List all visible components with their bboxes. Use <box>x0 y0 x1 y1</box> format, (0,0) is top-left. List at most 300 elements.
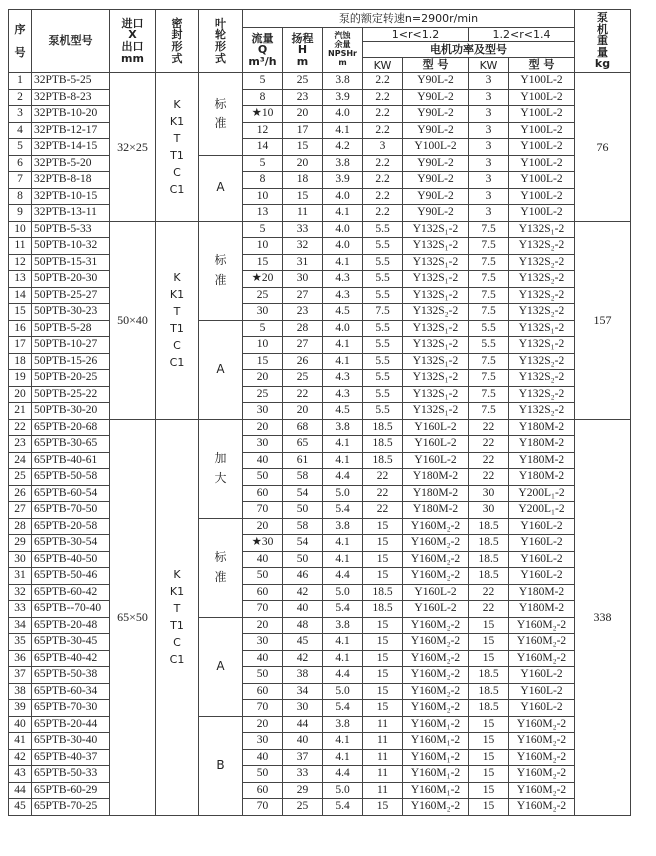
table-row <box>9 403 631 420</box>
motor-type-2: Y132S₁-2 <box>509 221 575 238</box>
head-value: 44 <box>283 716 323 733</box>
header-model: 泵机型号 <box>32 10 110 73</box>
flow-value: 30 <box>243 733 283 750</box>
motor-kw-1: 15 <box>363 799 403 816</box>
pump-model: 65PTB-60-54 <box>32 485 110 502</box>
header-type-1: 型 号 <box>403 58 469 73</box>
motor-type-2: Y132S₂-2 <box>509 254 575 271</box>
motor-type-1: Y132S₁-2 <box>403 287 469 304</box>
head-value: 61 <box>283 452 323 469</box>
motor-kw-1: 11 <box>363 733 403 750</box>
seal-type: K1 <box>169 287 185 301</box>
table-row <box>9 601 631 618</box>
motor-kw-1: 15 <box>363 667 403 684</box>
pump-model: 65PTB-20-68 <box>32 419 110 436</box>
impeller-type-label: A <box>216 180 225 195</box>
impeller-type <box>199 419 243 518</box>
motor-type-1: Y160L-2 <box>403 436 469 453</box>
impeller-type <box>199 221 243 320</box>
inlet-outlet-size: 65×50 <box>110 419 156 815</box>
npsh-value: 4.1 <box>323 337 363 354</box>
pump-weight: 76 <box>575 73 631 222</box>
pump-model: 65PTB-70-25 <box>32 799 110 816</box>
table-row <box>9 254 631 271</box>
head-value: 33 <box>283 766 323 783</box>
flow-value: 12 <box>243 122 283 139</box>
motor-kw-1: 2.2 <box>363 73 403 90</box>
motor-kw-2: 7.5 <box>469 221 509 238</box>
seal-type: K1 <box>169 584 185 598</box>
head-value: 42 <box>283 584 323 601</box>
motor-type-1: Y90L-2 <box>403 106 469 123</box>
npsh-value: 4.5 <box>323 304 363 321</box>
motor-kw-1: 11 <box>363 782 403 799</box>
pump-weight: 157 <box>575 221 631 419</box>
motor-kw-1: 22 <box>363 502 403 519</box>
flow-value: 60 <box>243 584 283 601</box>
flow-value: 13 <box>243 205 283 222</box>
row-number: 18 <box>9 353 32 370</box>
flow-value: 10 <box>243 188 283 205</box>
motor-kw-2: 3 <box>469 122 509 139</box>
table-row <box>9 221 631 238</box>
row-number: 34 <box>9 617 32 634</box>
motor-type-2: Y160M₂-2 <box>509 716 575 733</box>
table-row <box>9 667 631 684</box>
motor-type-1: Y90L-2 <box>403 89 469 106</box>
motor-kw-2: 7.5 <box>469 238 509 255</box>
table-row <box>9 700 631 717</box>
header-seq: 序 号 <box>9 10 32 73</box>
head-value: 11 <box>283 205 323 222</box>
flow-value: 10 <box>243 337 283 354</box>
motor-kw-1: 2.2 <box>363 188 403 205</box>
motor-kw-1: 11 <box>363 749 403 766</box>
table-row <box>9 733 631 750</box>
seal-types <box>156 73 199 222</box>
motor-type-2: Y160M₂-2 <box>509 766 575 783</box>
head-value: 50 <box>283 551 323 568</box>
pump-model: 50PTB-20-25 <box>32 370 110 387</box>
header-weight: 泵 机 重 量 kg <box>575 10 631 73</box>
header-motor: 电机功率及型号 <box>363 42 575 58</box>
head-value: 26 <box>283 353 323 370</box>
table-row <box>9 353 631 370</box>
npsh-value: 3.8 <box>323 419 363 436</box>
motor-kw-2: 3 <box>469 139 509 156</box>
head-value: 15 <box>283 139 323 156</box>
table-row <box>9 749 631 766</box>
flow-value: 30 <box>243 634 283 651</box>
motor-kw-1: 5.5 <box>363 403 403 420</box>
head-value: 20 <box>283 106 323 123</box>
motor-type-2: Y132S₁-2 <box>509 337 575 354</box>
motor-kw-1: 18.5 <box>363 436 403 453</box>
motor-kw-2: 15 <box>469 650 509 667</box>
seal-type: T1 <box>170 148 184 162</box>
motor-kw-1: 11 <box>363 766 403 783</box>
motor-kw-2: 15 <box>469 766 509 783</box>
motor-type-2: Y200L₁-2 <box>509 485 575 502</box>
table-row <box>9 568 631 585</box>
npsh-value: 3.9 <box>323 89 363 106</box>
motor-type-2: Y100L-2 <box>509 205 575 222</box>
impeller-type <box>199 518 243 617</box>
motor-kw-2: 30 <box>469 502 509 519</box>
motor-type-1: Y90L-2 <box>403 188 469 205</box>
pump-model: 65PTB-70-30 <box>32 700 110 717</box>
impeller-type <box>199 617 243 716</box>
flow-value: 25 <box>243 386 283 403</box>
head-value: 18 <box>283 172 323 189</box>
row-number: 22 <box>9 419 32 436</box>
pump-model: 65PTB--70-40 <box>32 601 110 618</box>
row-number: 24 <box>9 452 32 469</box>
motor-kw-1: 15 <box>363 568 403 585</box>
pump-model: 65PTB-40-37 <box>32 749 110 766</box>
motor-kw-2: 7.5 <box>469 287 509 304</box>
head-value: 25 <box>283 799 323 816</box>
table-row <box>9 799 631 816</box>
flow-value: 60 <box>243 782 283 799</box>
motor-type-1: Y180M-2 <box>403 502 469 519</box>
flow-value: 25 <box>243 287 283 304</box>
motor-type-2: Y180M-2 <box>509 419 575 436</box>
motor-type-1: Y160M₁-2 <box>403 782 469 799</box>
motor-kw-2: 18.5 <box>469 551 509 568</box>
motor-kw-1: 3 <box>363 139 403 156</box>
npsh-value: 4.3 <box>323 386 363 403</box>
head-value: 30 <box>283 271 323 288</box>
flow-value: 40 <box>243 551 283 568</box>
head-value: 27 <box>283 287 323 304</box>
head-value: 58 <box>283 518 323 535</box>
motor-type-1: Y160M₂-2 <box>403 799 469 816</box>
seal-type: T <box>173 131 181 145</box>
motor-type-1: Y160L-2 <box>403 452 469 469</box>
row-number: 1 <box>9 73 32 90</box>
head-value: 65 <box>283 436 323 453</box>
head-value: 23 <box>283 89 323 106</box>
npsh-value: 4.1 <box>323 122 363 139</box>
motor-kw-2: 3 <box>469 89 509 106</box>
seal-type: K <box>173 567 181 581</box>
flow-value: 20 <box>243 716 283 733</box>
pump-model: 50PTB-10-32 <box>32 238 110 255</box>
motor-type-1: Y132S₁-2 <box>403 221 469 238</box>
npsh-value: 4.1 <box>323 205 363 222</box>
motor-type-1: Y90L-2 <box>403 122 469 139</box>
flow-value: 10 <box>243 238 283 255</box>
motor-type-2: Y100L-2 <box>509 89 575 106</box>
row-number: 30 <box>9 551 32 568</box>
npsh-value: 4.4 <box>323 667 363 684</box>
flow-value: 15 <box>243 353 283 370</box>
flow-value: 50 <box>243 667 283 684</box>
motor-kw-1: 5.5 <box>363 386 403 403</box>
header-kw-1: KW <box>363 58 403 73</box>
flow-value: 30 <box>243 403 283 420</box>
header-flow: 流量 Q m³/h <box>243 28 283 73</box>
npsh-value: 3.9 <box>323 172 363 189</box>
motor-type-2: Y100L-2 <box>509 122 575 139</box>
impeller-type-label: A <box>216 361 225 376</box>
row-number: 8 <box>9 188 32 205</box>
row-number: 44 <box>9 782 32 799</box>
pump-model: 50PTB-25-22 <box>32 386 110 403</box>
table-row <box>9 155 631 172</box>
motor-type-1: Y160M₁-2 <box>403 749 469 766</box>
motor-type-2: Y160L-2 <box>509 535 575 552</box>
npsh-value: 5.0 <box>323 584 363 601</box>
pump-model: 65PTB-20-48 <box>32 617 110 634</box>
flow-value: 40 <box>243 452 283 469</box>
motor-kw-2: 18.5 <box>469 667 509 684</box>
head-value: 40 <box>283 601 323 618</box>
flow-value: 40 <box>243 749 283 766</box>
motor-kw-1: 22 <box>363 469 403 486</box>
npsh-value: 4.1 <box>323 436 363 453</box>
motor-type-2: Y132S₂-2 <box>509 386 575 403</box>
motor-kw-2: 22 <box>469 452 509 469</box>
row-number: 21 <box>9 403 32 420</box>
header-density-range-2: 1.2<r<1.4 <box>469 28 575 42</box>
motor-kw-2: 7.5 <box>469 403 509 420</box>
motor-type-1: Y160M₂-2 <box>403 518 469 535</box>
motor-kw-2: 15 <box>469 749 509 766</box>
impeller-type-label: 标准 <box>214 253 227 287</box>
motor-kw-2: 22 <box>469 469 509 486</box>
table-row <box>9 139 631 156</box>
motor-kw-1: 18.5 <box>363 584 403 601</box>
motor-type-1: Y160L-2 <box>403 419 469 436</box>
row-number: 4 <box>9 122 32 139</box>
seal-type: C <box>173 339 181 353</box>
pump-model: 32PTB-10-15 <box>32 188 110 205</box>
flow-value: ★10 <box>243 106 283 123</box>
motor-kw-2: 15 <box>469 617 509 634</box>
table-row <box>9 320 631 337</box>
pump-model: 65PTB-60-42 <box>32 584 110 601</box>
table-row <box>9 106 631 123</box>
motor-type-2: Y132S₂-2 <box>509 287 575 304</box>
head-value: 30 <box>283 700 323 717</box>
impeller-type-label: 标准 <box>214 96 227 130</box>
pump-weight: 338 <box>575 419 631 815</box>
seal-type: T1 <box>170 322 184 335</box>
npsh-value: 4.4 <box>323 568 363 585</box>
motor-type-1: Y132S₁-2 <box>403 403 469 420</box>
header-npsh: 汽蚀 余量 NPSHr m <box>323 28 363 73</box>
seal-type: T <box>173 601 181 615</box>
npsh-value: 5.4 <box>323 799 363 816</box>
head-value: 25 <box>283 370 323 387</box>
table-row <box>9 716 631 733</box>
pump-model: 50PTB-5-33 <box>32 221 110 238</box>
motor-kw-2: 22 <box>469 436 509 453</box>
pump-model: 50PTB-30-23 <box>32 304 110 321</box>
header-rated-speed: 泵的额定转速n=2900r/min <box>243 10 575 28</box>
table-row <box>9 287 631 304</box>
table-row <box>9 304 631 321</box>
flow-value: 15 <box>243 254 283 271</box>
motor-type-2: Y160L-2 <box>509 700 575 717</box>
head-value: 25 <box>283 73 323 90</box>
motor-kw-1: 2.2 <box>363 205 403 222</box>
motor-type-1: Y180M-2 <box>403 485 469 502</box>
motor-kw-2: 22 <box>469 601 509 618</box>
npsh-value: 4.1 <box>323 452 363 469</box>
header-seal-type: 密封形式 <box>156 10 199 73</box>
head-value: 54 <box>283 535 323 552</box>
row-number: 33 <box>9 601 32 618</box>
motor-type-1: Y132S₁-2 <box>403 353 469 370</box>
head-value: 27 <box>283 337 323 354</box>
motor-type-2: Y100L-2 <box>509 106 575 123</box>
motor-type-2: Y160L-2 <box>509 568 575 585</box>
row-number: 12 <box>9 254 32 271</box>
motor-type-1: Y132S₁-2 <box>403 370 469 387</box>
head-value: 20 <box>283 155 323 172</box>
motor-kw-2: 15 <box>469 634 509 651</box>
motor-kw-1: 5.5 <box>363 370 403 387</box>
table-row <box>9 271 631 288</box>
row-number: 2 <box>9 89 32 106</box>
motor-kw-2: 15 <box>469 716 509 733</box>
motor-kw-1: 22 <box>363 485 403 502</box>
motor-kw-2: 30 <box>469 485 509 502</box>
npsh-value: 5.4 <box>323 601 363 618</box>
flow-value: 40 <box>243 650 283 667</box>
row-number: 16 <box>9 320 32 337</box>
seal-type: K1 <box>169 114 185 128</box>
motor-type-1: Y160M₂-2 <box>403 634 469 651</box>
pump-model: 32PTB-12-17 <box>32 122 110 139</box>
motor-kw-1: 11 <box>363 716 403 733</box>
npsh-value: 4.3 <box>323 287 363 304</box>
motor-kw-1: 5.5 <box>363 254 403 271</box>
table-body <box>9 73 631 816</box>
pump-model: 50PTB-25-27 <box>32 287 110 304</box>
row-number: 20 <box>9 386 32 403</box>
npsh-value: 4.0 <box>323 221 363 238</box>
impeller-type <box>199 716 243 815</box>
motor-kw-2: 7.5 <box>469 353 509 370</box>
flow-value: 20 <box>243 419 283 436</box>
motor-type-1: Y132S₁-2 <box>403 254 469 271</box>
table-row <box>9 452 631 469</box>
motor-type-2: Y160M₂-2 <box>509 650 575 667</box>
motor-kw-1: 15 <box>363 650 403 667</box>
motor-type-2: Y180M-2 <box>509 584 575 601</box>
table-row <box>9 370 631 387</box>
impeller-type <box>199 73 243 156</box>
npsh-value: 4.1 <box>323 535 363 552</box>
flow-value: 60 <box>243 485 283 502</box>
npsh-value: 4.0 <box>323 106 363 123</box>
motor-kw-2: 7.5 <box>469 271 509 288</box>
pump-model: 65PTB-40-50 <box>32 551 110 568</box>
row-number: 35 <box>9 634 32 651</box>
npsh-value: 4.5 <box>323 403 363 420</box>
motor-kw-1: 5.5 <box>363 271 403 288</box>
pump-model: 65PTB-30-65 <box>32 436 110 453</box>
flow-value: 70 <box>243 502 283 519</box>
motor-kw-2: 3 <box>469 205 509 222</box>
head-value: 34 <box>283 683 323 700</box>
motor-kw-2: 18.5 <box>469 518 509 535</box>
row-number: 9 <box>9 205 32 222</box>
motor-type-1: Y90L-2 <box>403 155 469 172</box>
pump-model: 32PTB-14-15 <box>32 139 110 156</box>
motor-kw-1: 18.5 <box>363 452 403 469</box>
impeller-type <box>199 320 243 419</box>
motor-type-1: Y132S₁-2 <box>403 337 469 354</box>
seal-type: T1 <box>170 619 184 632</box>
table-row <box>9 188 631 205</box>
motor-type-1: Y160M₁-2 <box>403 733 469 750</box>
header-type-2: 型 号 <box>509 58 575 73</box>
head-value: 42 <box>283 650 323 667</box>
flow-value: 5 <box>243 155 283 172</box>
row-number: 19 <box>9 370 32 387</box>
motor-kw-2: 15 <box>469 733 509 750</box>
motor-type-2: Y100L-2 <box>509 73 575 90</box>
header-kw-2: KW <box>469 58 509 73</box>
head-value: 48 <box>283 617 323 634</box>
npsh-value: 3.8 <box>323 155 363 172</box>
motor-kw-1: 15 <box>363 518 403 535</box>
motor-type-2: Y160L-2 <box>509 551 575 568</box>
motor-kw-1: 5.5 <box>363 320 403 337</box>
flow-value: 50 <box>243 568 283 585</box>
motor-kw-2: 7.5 <box>469 254 509 271</box>
pump-model: 32PTB-10-20 <box>32 106 110 123</box>
motor-type-2: Y132S₁-2 <box>509 320 575 337</box>
flow-value: 60 <box>243 683 283 700</box>
flow-value: 30 <box>243 304 283 321</box>
motor-type-1: Y160M₂-2 <box>403 617 469 634</box>
npsh-value: 4.0 <box>323 320 363 337</box>
npsh-value: 4.1 <box>323 733 363 750</box>
motor-type-2: Y180M-2 <box>509 452 575 469</box>
table-row <box>9 535 631 552</box>
impeller-type-label: 标准 <box>214 550 227 584</box>
motor-kw-2: 7.5 <box>469 386 509 403</box>
npsh-value: 4.1 <box>323 353 363 370</box>
row-number: 36 <box>9 650 32 667</box>
flow-value: 50 <box>243 766 283 783</box>
motor-type-1: Y180M-2 <box>403 469 469 486</box>
seal-types <box>156 419 199 815</box>
pump-model: 50PTB-30-20 <box>32 403 110 420</box>
pump-model: 65PTB-50-58 <box>32 469 110 486</box>
npsh-value: 4.1 <box>323 254 363 271</box>
flow-value: 8 <box>243 172 283 189</box>
head-value: 15 <box>283 188 323 205</box>
inlet-outlet-size: 32×25 <box>110 73 156 222</box>
motor-kw-2: 5.5 <box>469 320 509 337</box>
row-number: 38 <box>9 683 32 700</box>
motor-type-1: Y160L-2 <box>403 601 469 618</box>
row-number: 25 <box>9 469 32 486</box>
seal-type: C1 <box>169 356 185 370</box>
motor-type-1: Y160M₂-2 <box>403 683 469 700</box>
motor-kw-2: 7.5 <box>469 304 509 321</box>
row-number: 28 <box>9 518 32 535</box>
motor-type-2: Y160M₂-2 <box>509 617 575 634</box>
flow-value: 50 <box>243 469 283 486</box>
